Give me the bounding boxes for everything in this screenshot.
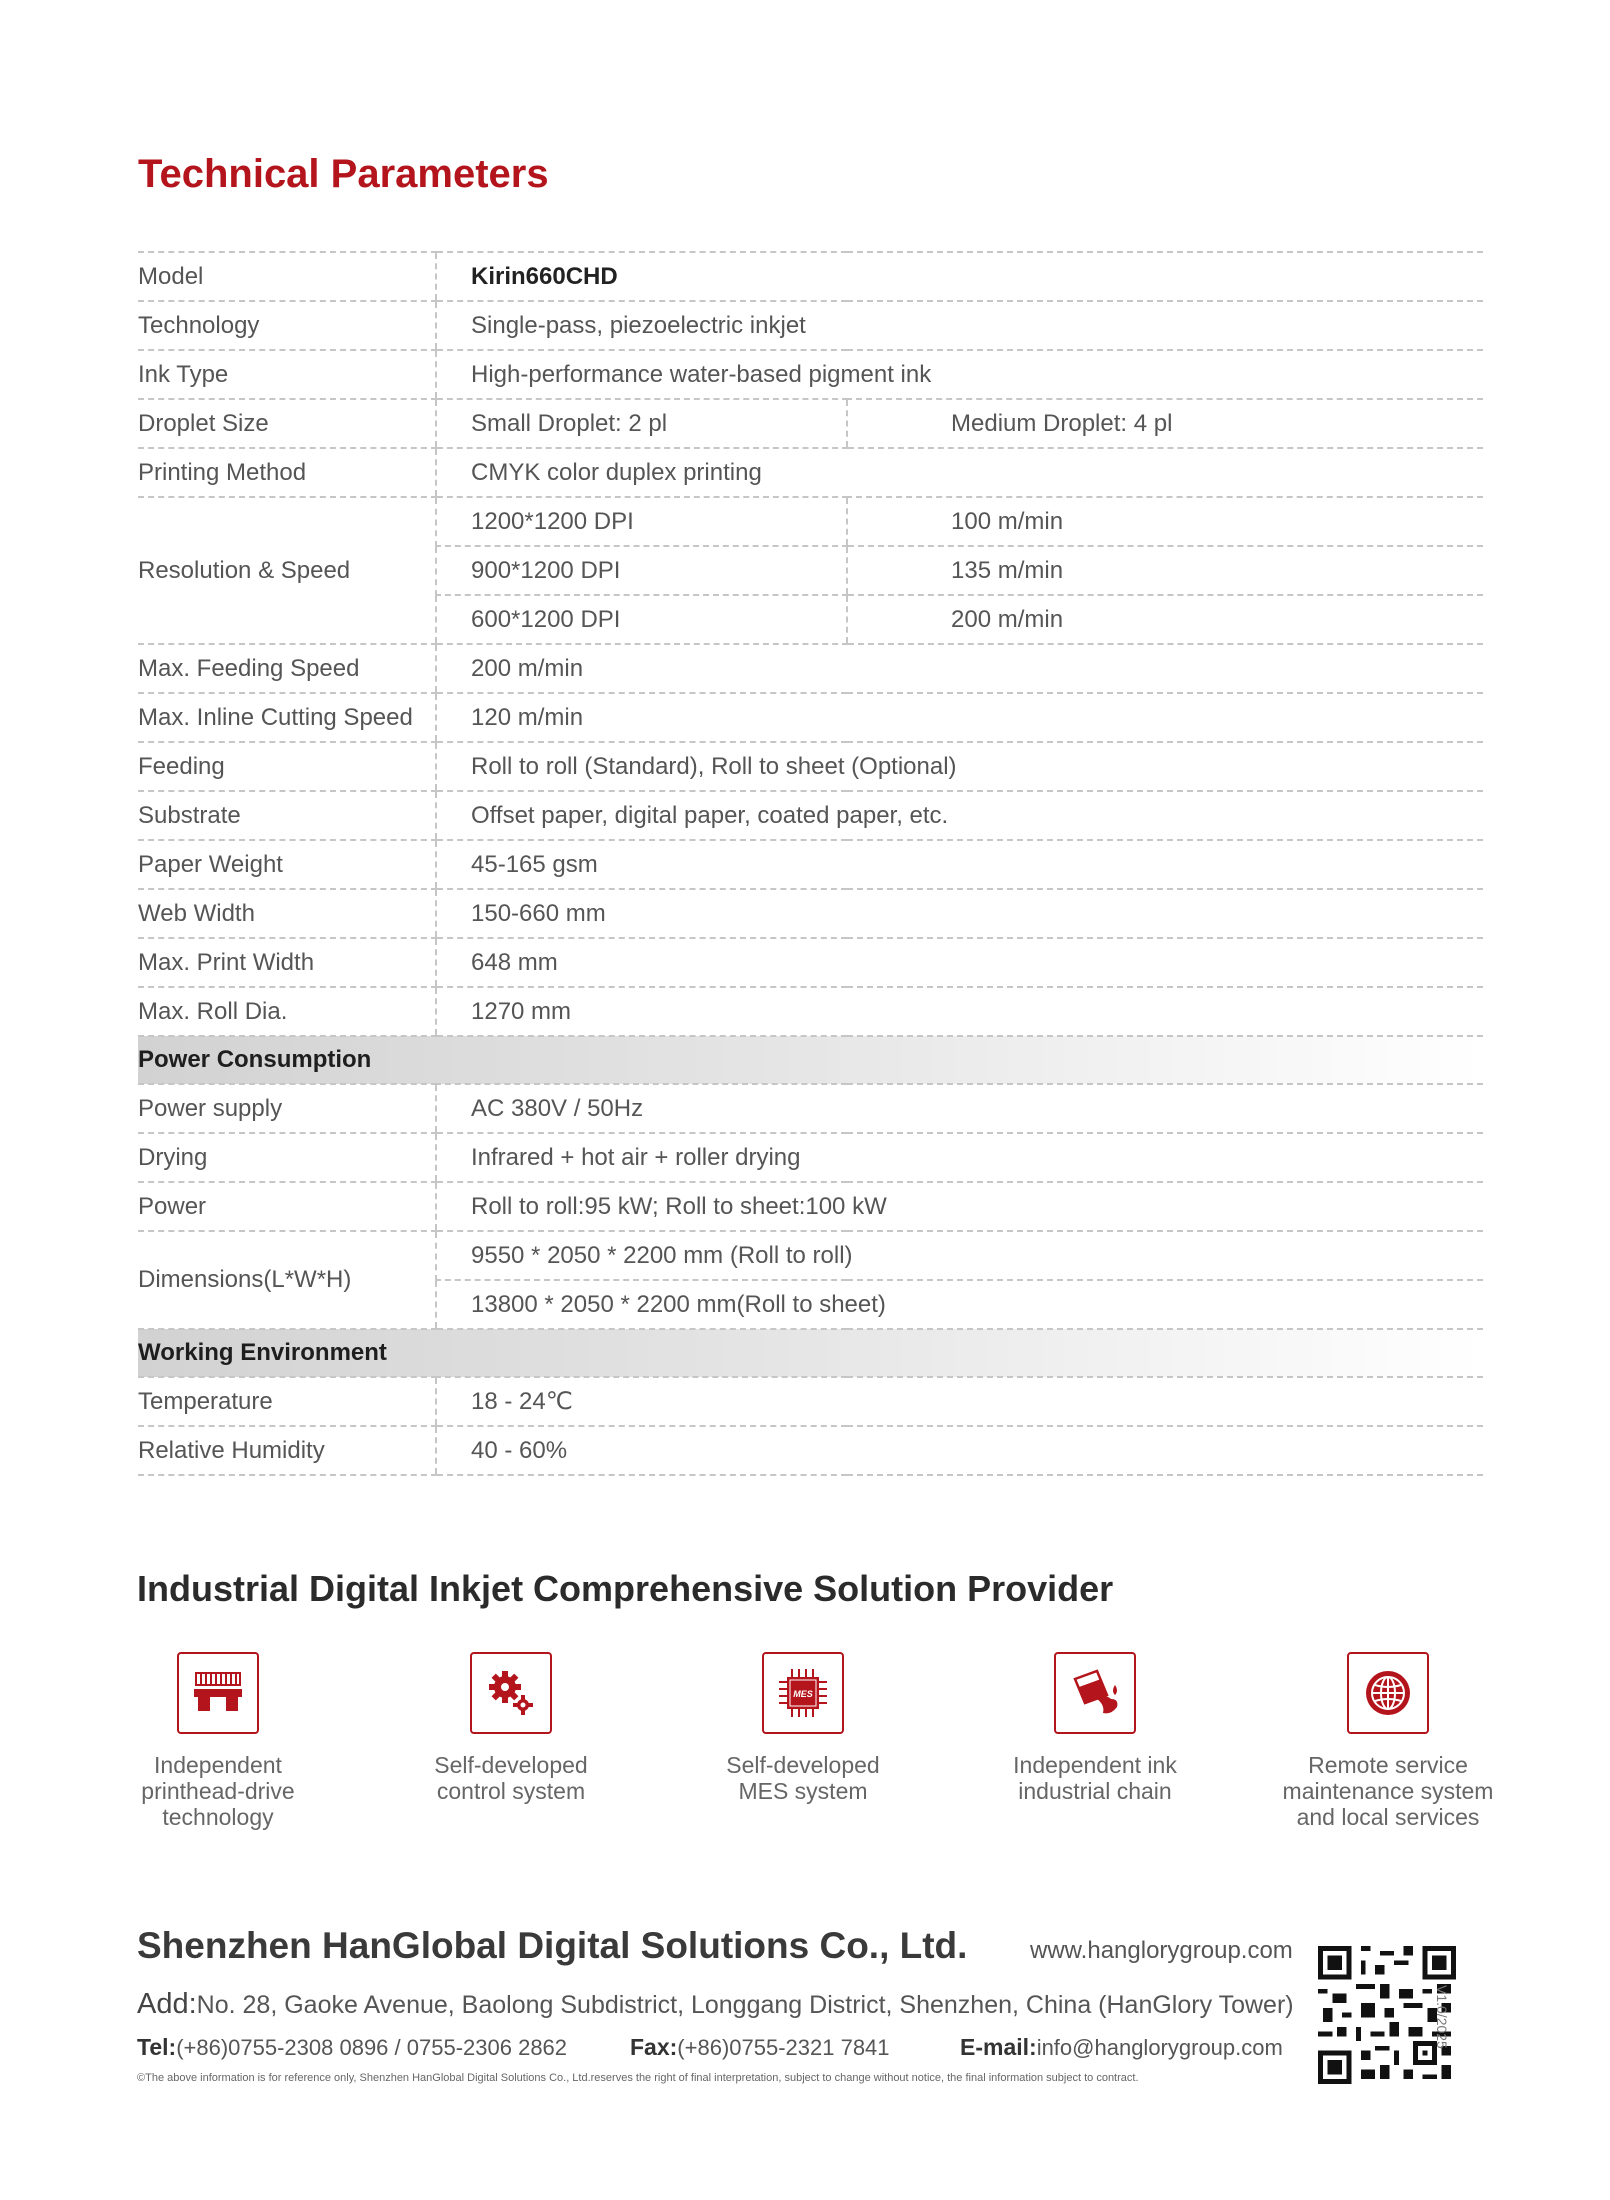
param-value: CMYK color duplex printing — [436, 448, 1483, 497]
param-label: Droplet Size — [138, 399, 436, 448]
param-value: 9550 * 2050 * 2200 mm (Roll to roll) — [436, 1231, 1483, 1280]
param-label: Relative Humidity — [138, 1426, 436, 1475]
feature-caption: Remote service maintenance system and local services — [1282, 1752, 1494, 1830]
fax — [630, 2034, 890, 2061]
resolution-dpi: 1200*1200 DPI — [436, 497, 847, 546]
feature-icon-box — [1054, 1652, 1136, 1734]
param-label: Printing Method — [138, 448, 436, 497]
company-name: Shenzhen HanGlobal Digital Solutions Co., Ltd. — [137, 1925, 968, 1966]
param-label: Resolution & Speed — [138, 497, 436, 644]
feature-icon-box — [1347, 1652, 1429, 1734]
table-row — [138, 1133, 1483, 1182]
param-value: Kirin660CHD — [436, 252, 1483, 301]
table-row — [138, 497, 1483, 546]
param-label: Drying — [138, 1133, 436, 1182]
param-value: 45-165 gsm — [436, 840, 1483, 889]
table-row — [138, 1377, 1483, 1426]
feature-icon-box — [177, 1652, 259, 1734]
param-label: Technology — [138, 301, 436, 350]
address-text: No. 28, Gaoke Avenue, Baolong Subdistrict, Longgang District, Shenzhen, China (HanGlory Tower) — [196, 1991, 1294, 2019]
feature-caption: Independent ink industrial chain — [1013, 1752, 1177, 1804]
feature-control-system — [381, 1652, 641, 1804]
feature-icon-box — [762, 1652, 844, 1734]
param-value: Small Droplet: 2 pl — [436, 399, 847, 448]
resolution-dpi: 600*1200 DPI — [436, 595, 847, 644]
table-row — [138, 742, 1483, 791]
resolution-speed: 135 m/min — [847, 546, 1483, 595]
resolution-speed: 200 m/min — [847, 595, 1483, 644]
table-row — [138, 644, 1483, 693]
parameters-table — [138, 251, 1483, 1476]
param-label: Max. Print Width — [138, 938, 436, 987]
resolution-dpi: 900*1200 DPI — [436, 546, 847, 595]
globe-icon — [1361, 1666, 1415, 1720]
param-value: 18 - 24℃ — [436, 1377, 1483, 1426]
disclaimer: ©The above information is for reference only, Shenzhen HanGlobal Digital Solutions Co., Ltd.reserves the right of final interpretation, subject to change without notice, the final information subject to contract. — [137, 2072, 1139, 2084]
table-row — [138, 448, 1483, 497]
feature-caption: Self-developed control system — [434, 1752, 588, 1804]
feature-printhead — [88, 1652, 348, 1830]
param-value: 13800 * 2050 * 2200 mm(Roll to sheet) — [436, 1280, 1483, 1329]
param-value: Roll to roll (Standard), Roll to sheet (Optional) — [436, 742, 1483, 791]
param-value: 1270 mm — [436, 987, 1483, 1036]
param-label: Ink Type — [138, 350, 436, 399]
table-row — [138, 987, 1483, 1036]
param-label: Max. Inline Cutting Speed — [138, 693, 436, 742]
table-row — [138, 791, 1483, 840]
param-label: Dimensions(L*W*H) — [138, 1231, 436, 1329]
feature-remote-service — [1258, 1652, 1518, 1830]
ink-bucket-icon — [1067, 1665, 1123, 1721]
param-value: AC 380V / 50Hz — [436, 1084, 1483, 1133]
table-row — [138, 399, 1483, 448]
param-label: Power — [138, 1182, 436, 1231]
param-value: Offset paper, digital paper, coated paper, etc. — [436, 791, 1483, 840]
param-label: Substrate — [138, 791, 436, 840]
tel-number: (+86)0755-2308 0896 / 0755-2306 2862 — [176, 2035, 568, 2060]
table-row — [138, 840, 1483, 889]
table-row — [138, 301, 1483, 350]
table-row — [138, 1084, 1483, 1133]
param-label: Feeding — [138, 742, 436, 791]
param-label: Max. Roll Dia. — [138, 987, 436, 1036]
param-label: Paper Weight — [138, 840, 436, 889]
telephone — [137, 2034, 567, 2061]
gears-icon — [485, 1667, 537, 1719]
tel-label: Tel: — [137, 2034, 177, 2060]
table-row — [138, 938, 1483, 987]
param-value: Single-pass, piezoelectric inkjet — [436, 301, 1483, 350]
section-title: Working Environment — [138, 1329, 1483, 1377]
mes-chip-icon — [775, 1665, 831, 1721]
feature-caption: Self-developed MES system — [726, 1752, 880, 1804]
param-value: Medium Droplet: 4 pl — [847, 399, 1483, 448]
printhead-icon — [190, 1669, 246, 1717]
param-value: 648 mm — [436, 938, 1483, 987]
feature-icon-box — [470, 1652, 552, 1734]
table-row — [138, 889, 1483, 938]
address — [137, 1988, 1294, 2021]
solutions-heading: Industrial Digital Inkjet Comprehensive Solution Provider — [137, 1568, 1114, 1609]
address-label: Add: — [137, 1988, 197, 2020]
table-row — [138, 350, 1483, 399]
param-value: 120 m/min — [436, 693, 1483, 742]
resolution-speed: 100 m/min — [847, 497, 1483, 546]
feature-ink-chain — [965, 1652, 1225, 1804]
param-value: 150-660 mm — [436, 889, 1483, 938]
feature-caption: Independent printhead-drive technology — [141, 1752, 295, 1830]
param-value: Infrared + hot air + roller drying — [436, 1133, 1483, 1182]
fax-number: (+86)0755-2321 7841 — [677, 2035, 890, 2060]
table-row — [138, 1426, 1483, 1475]
email — [960, 2034, 1283, 2061]
fax-label: Fax: — [630, 2034, 678, 2060]
mes-chip-label: MES — [793, 1689, 813, 1699]
param-label: Temperature — [138, 1377, 436, 1426]
table-row — [138, 1182, 1483, 1231]
table-row — [138, 693, 1483, 742]
param-value: Roll to roll:95 kW; Roll to sheet:100 kW — [436, 1182, 1483, 1231]
param-label: Power supply — [138, 1084, 436, 1133]
table-row — [138, 252, 1483, 301]
email-address[interactable]: info@hanglorygroup.com — [1036, 2035, 1283, 2060]
param-label: Web Width — [138, 889, 436, 938]
section-header-power — [138, 1036, 1483, 1084]
param-label: Model — [138, 252, 436, 301]
website-link[interactable]: www.hanglorygroup.com — [1030, 1937, 1293, 1964]
section-header-environment — [138, 1329, 1483, 1377]
param-value: 200 m/min — [436, 644, 1483, 693]
param-label: Max. Feeding Speed — [138, 644, 436, 693]
version-label: V1.0/2025 — [1434, 1985, 1450, 2049]
email-label: E-mail: — [960, 2034, 1037, 2060]
feature-mes-system — [673, 1652, 933, 1804]
section-title: Power Consumption — [138, 1036, 1483, 1084]
param-value: 40 - 60% — [436, 1426, 1483, 1475]
page-title: Technical Parameters — [138, 152, 549, 196]
param-value: High-performance water-based pigment ink — [436, 350, 1483, 399]
table-row — [138, 1231, 1483, 1280]
